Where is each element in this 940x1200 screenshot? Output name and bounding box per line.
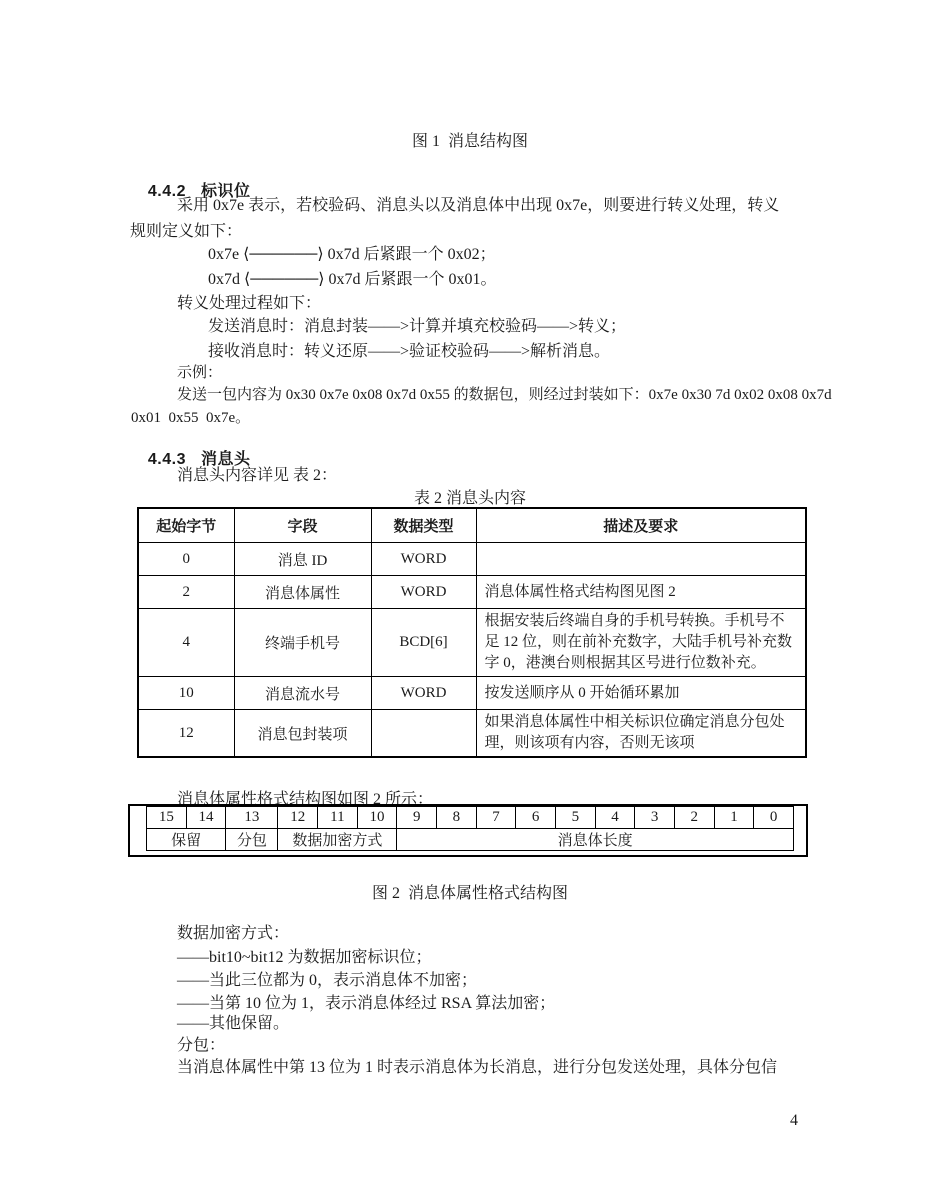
section-443-title: 消息头 [200, 451, 251, 468]
page-number: 4 [790, 1112, 798, 1129]
table-row [138, 576, 806, 609]
bit-cell: 12 [278, 807, 318, 829]
example-line-1: 发送一包内容为 0x30 0x7e 0x08 0x7d 0x55 的数据包，则经过封装如下：0x7e 0x30 7d 0x02 0x08 0x7d [177, 387, 832, 403]
cell-description: 根据安装后终端自身的手机号转换。手机号不足 12 位，则在前补充数字，大陆手机号补充数字 0，港澳台则根据其区号进行位数补充。 [476, 609, 806, 677]
cell-data-type: WORD [371, 543, 476, 576]
section-442-title: 标识位 [200, 183, 251, 200]
bit-cell: 1 [714, 807, 754, 829]
column-header-data-type: 数据类型 [371, 508, 476, 543]
paragraph-line: 转义处理过程如下： [177, 295, 322, 312]
subpackage-title: 分包： [177, 1037, 226, 1054]
encryption-item: ——其他保留。 [177, 1015, 290, 1032]
bitfield-table [146, 806, 794, 851]
escape-rule-2: 0x7d ⟨──────⟩ 0x7d 后紧跟一个 0x01。 [208, 271, 497, 288]
table-row [138, 677, 806, 710]
cell-start-byte: 12 [138, 710, 234, 758]
cell-data-type: WORD [371, 576, 476, 609]
cell-field: 终端手机号 [234, 609, 371, 677]
table-row [138, 609, 806, 677]
table-row [138, 710, 806, 758]
bitfield-body-length: 消息体长度 [397, 829, 794, 851]
bit-cell: 10 [357, 807, 397, 829]
bit-cell: 9 [397, 807, 437, 829]
cell-data-type: BCD[6] [371, 609, 476, 677]
bit-label-row [147, 829, 794, 851]
column-header-start-byte: 起始字节 [138, 508, 234, 543]
cell-start-byte: 0 [138, 543, 234, 576]
cell-description [476, 543, 806, 576]
cell-start-byte: 10 [138, 677, 234, 710]
cell-field: 消息 ID [234, 543, 371, 576]
bit-cell: 0 [754, 807, 794, 829]
cell-start-byte: 4 [138, 609, 234, 677]
cell-start-byte: 2 [138, 576, 234, 609]
escape-rule-1: 0x7e ⟨──────⟩ 0x7d 后紧跟一个 0x02； [208, 246, 496, 263]
cell-description: 如果消息体属性中相关标识位确定消息分包处理，则该项有内容，否则无该项 [476, 710, 806, 758]
paragraph-line: 采用 0x7e 表示，若校验码、消息头以及消息体中出现 0x7e，则要进行转义处理，转义 [177, 197, 780, 214]
table2-caption: 表 2 消息头内容 [413, 490, 526, 507]
bitfield-encryption: 数据加密方式 [278, 829, 397, 851]
bit-cell: 14 [186, 807, 226, 829]
bit-cell: 6 [516, 807, 556, 829]
process-send-line: 发送消息时：消息封装——>计算并填充校验码——>转义； [208, 318, 627, 335]
example-line-2: 0x01 0x55 0x7e。 [131, 410, 251, 426]
figure1-caption: 图 1 消息结构图 [411, 133, 528, 150]
cell-description: 消息体属性格式结构图见图 2 [476, 576, 806, 609]
cell-data-type: WORD [371, 677, 476, 710]
table-row [138, 543, 806, 576]
cell-field: 消息体属性 [234, 576, 371, 609]
cell-field: 消息包封装项 [234, 710, 371, 758]
cell-data-type [371, 710, 476, 758]
bit-cell: 5 [555, 807, 595, 829]
cell-description: 按发送顺序从 0 开始循环累加 [476, 677, 806, 710]
bit-cell: 15 [147, 807, 187, 829]
section-443-number: 4.4.3 [147, 451, 186, 468]
bit-cell: 8 [437, 807, 477, 829]
bit-cell: 4 [595, 807, 635, 829]
paragraph-line: 规则定义如下： [130, 223, 243, 240]
encryption-item: ——当此三位都为 0，表示消息体不加密； [177, 972, 478, 989]
table-intro-line: 消息头内容详见 表 2： [177, 467, 338, 484]
encryption-title: 数据加密方式： [177, 925, 290, 942]
example-label: 示例： [177, 365, 223, 381]
bit-cell: 13 [226, 807, 278, 829]
figure2-caption: 图 2 消息体属性格式结构图 [371, 885, 568, 902]
column-header-description: 描述及要求 [476, 508, 806, 543]
message-header-table [137, 507, 807, 758]
figure2-intro-line: 消息体属性格式结构图如图 2 所示： [177, 791, 434, 808]
bit-cell: 7 [476, 807, 516, 829]
bit-cell: 11 [318, 807, 358, 829]
bit-number-row [147, 807, 794, 829]
section-442-number: 4.4.2 [147, 183, 186, 200]
message-body-attribute-bitfield [128, 804, 808, 857]
cell-field: 消息流水号 [234, 677, 371, 710]
bitfield-reserved: 保留 [147, 829, 226, 851]
table-header-row [138, 508, 806, 543]
bit-cell: 2 [674, 807, 714, 829]
encryption-item: ——bit10~bit12 为数据加密标识位； [177, 949, 432, 966]
bitfield-subpackage: 分包 [226, 829, 278, 851]
column-header-field: 字段 [234, 508, 371, 543]
subpackage-text: 当消息体属性中第 13 位为 1 时表示消息体为长消息，进行分包发送处理，具体分包信 [177, 1059, 778, 1076]
encryption-item: ——当第 10 位为 1，表示消息体经过 RSA 算法加密； [177, 995, 556, 1012]
process-receive-line: 接收消息时：转义还原——>验证校验码——>解析消息。 [208, 343, 611, 360]
bit-cell: 3 [635, 807, 675, 829]
